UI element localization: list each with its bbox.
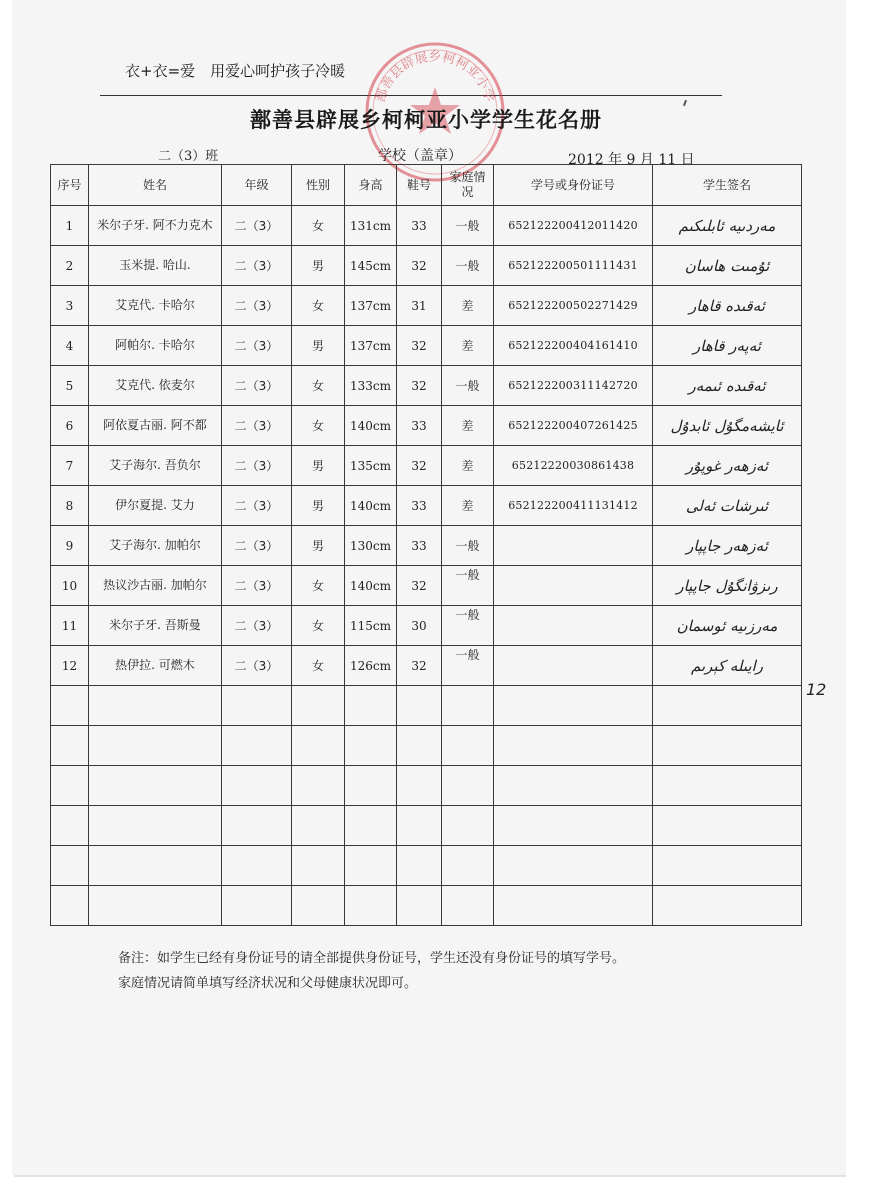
empty-cell [292,686,345,726]
cell-height: 115cm [345,606,397,646]
empty-cell [89,766,222,806]
cell-height: 130cm [345,526,397,566]
cell-height: 135cm [345,446,397,486]
col-header-family: 家庭情况 [442,165,494,206]
col-header-grade: 年级 [222,165,292,206]
scan-margin [846,0,873,1200]
cell-family: 一般 [442,206,494,246]
cell-shoe: 32 [397,566,442,606]
empty-cell [51,686,89,726]
cell-gender: 女 [292,366,345,406]
cell-gender: 女 [292,206,345,246]
col-header-id: 学号或身份证号 [494,165,653,206]
col-header-signature: 学生签名 [653,165,802,206]
cell-grade: 二（3） [222,486,292,526]
cell-signature: ئەزھەر غوپۇر [653,446,802,486]
cell-id-number: 652122200407261425 [494,406,653,446]
empty-cell [222,886,292,926]
empty-cell [89,886,222,926]
cell-signature: ئەپەر قاھار [653,326,802,366]
empty-cell [292,806,345,846]
cell-name: 艾克代. 依麦尔 [89,366,222,406]
empty-table-row [51,886,802,926]
table-row [51,286,802,326]
cell-family: 一般 [442,246,494,286]
empty-cell [345,806,397,846]
cell-family: 差 [442,326,494,366]
empty-cell [653,766,802,806]
cell-signature: ئايشەمگۇل ئابدۇل [653,406,802,446]
cell-name: 米尔子牙. 阿不力克木 [89,206,222,246]
cell-family: 一般 [442,646,494,686]
cell-name: 艾克代. 卡哈尔 [89,286,222,326]
cell-gender: 女 [292,406,345,446]
empty-cell [222,686,292,726]
empty-table-row [51,846,802,886]
col-header-shoe: 鞋号 [397,165,442,206]
cell-signature: ئۇمىت ھاسان [653,246,802,286]
cell-signature: رايىلە كېرىم [653,646,802,686]
col-header-gender: 性别 [292,165,345,206]
cell-signature: مەرزىيە ئوسمان [653,606,802,646]
empty-cell [222,726,292,766]
cell-grade: 二（3） [222,366,292,406]
empty-cell [292,886,345,926]
empty-cell [89,686,222,726]
cell-family: 差 [442,406,494,446]
empty-cell [653,726,802,766]
cell-id-number: 652122200412011420 [494,206,653,246]
table-row [51,206,802,246]
empty-cell [494,846,653,886]
cell-id-number: 652122200501111431 [494,246,653,286]
col-header-no: 序号 [51,165,89,206]
cell-family: 一般 [442,606,494,646]
cell-grade: 二（3） [222,446,292,486]
cell-name: 玉米提. 哈山. [89,246,222,286]
cell-signature: ئەزھەر جاپپار [653,526,802,566]
cell-id-number: 652122200411131412 [494,486,653,526]
cell-family: 一般 [442,566,494,606]
cell-gender: 男 [292,486,345,526]
table-row [51,326,802,366]
cell-no: 12 [51,646,89,686]
cell-no: 6 [51,406,89,446]
empty-cell [494,686,653,726]
cell-no: 5 [51,366,89,406]
margin-note: 12 [806,680,827,699]
empty-cell [397,806,442,846]
cell-shoe: 32 [397,326,442,366]
cell-signature: ئىرشات ئەلى [653,486,802,526]
cell-shoe: 33 [397,406,442,446]
cell-shoe: 33 [397,486,442,526]
empty-cell [292,846,345,886]
cell-grade: 二（3） [222,326,292,366]
cell-height: 131cm [345,206,397,246]
cell-name: 艾子海尔. 吾负尔 [89,446,222,486]
empty-cell [494,806,653,846]
table-row [51,366,802,406]
empty-cell [397,726,442,766]
cell-no: 7 [51,446,89,486]
col-header-height: 身高 [345,165,397,206]
table-row [51,486,802,526]
empty-cell [222,806,292,846]
cell-shoe: 30 [397,606,442,646]
student-roster-table [50,164,802,926]
roster-body [51,206,802,926]
footnote-line-2: 家庭情况请简单填写经济状况和父母健康状况即可。 [118,976,418,991]
cell-no: 11 [51,606,89,646]
empty-cell [292,726,345,766]
cell-name: 阿依夏古丽. 阿不都 [89,406,222,446]
cell-grade: 二（3） [222,566,292,606]
cell-name: 伊尔夏提. 艾力 [89,486,222,526]
empty-cell [51,806,89,846]
empty-cell [222,846,292,886]
cell-family: 差 [442,446,494,486]
cell-height: 140cm [345,566,397,606]
cell-gender: 男 [292,446,345,486]
table-row [51,566,802,606]
empty-cell [653,886,802,926]
cell-height: 137cm [345,326,397,366]
empty-cell [51,766,89,806]
cell-shoe: 32 [397,646,442,686]
empty-cell [292,766,345,806]
cell-signature: ئەقىدە ئىمەر [653,366,802,406]
seal-text: 鄯善县辟展乡柯柯亚小学 [373,49,497,105]
empty-cell [345,766,397,806]
empty-cell [442,726,494,766]
cell-grade: 二（3） [222,526,292,566]
table-row [51,526,802,566]
cell-shoe: 33 [397,526,442,566]
table-row [51,446,802,486]
cell-shoe: 33 [397,206,442,246]
header-slogan: 衣+衣=爱 用爱心呵护孩子冷暖 [125,62,346,80]
empty-cell [51,886,89,926]
cell-grade: 二（3） [222,406,292,446]
cell-id-number: 652122200404161410 [494,326,653,366]
empty-cell [653,806,802,846]
cell-grade: 二（3） [222,646,292,686]
table-row [51,246,802,286]
cell-no: 3 [51,286,89,326]
empty-cell [397,846,442,886]
empty-cell [653,846,802,886]
cell-grade: 二（3） [222,246,292,286]
table-row [51,646,802,686]
cell-id-number [494,606,653,646]
cell-shoe: 32 [397,246,442,286]
date-label: 2012 年 9 月 11 日 [568,152,695,168]
cell-height: 126cm [345,646,397,686]
table-row [51,606,802,646]
empty-cell [345,846,397,886]
cell-gender: 女 [292,606,345,646]
cell-gender: 男 [292,246,345,286]
cell-grade: 二（3） [222,206,292,246]
cell-name: 热议沙古丽. 加帕尔 [89,566,222,606]
empty-table-row [51,686,802,726]
cell-gender: 男 [292,526,345,566]
empty-table-row [51,726,802,766]
empty-cell [89,726,222,766]
empty-cell [51,726,89,766]
cell-shoe: 32 [397,366,442,406]
empty-cell [345,686,397,726]
empty-cell [89,846,222,886]
cell-id-number [494,526,653,566]
empty-cell [442,886,494,926]
empty-cell [442,686,494,726]
col-header-name: 姓名 [89,165,222,206]
cell-signature: رىزۋانگۇل جاپپار [653,566,802,606]
cell-height: 145cm [345,246,397,286]
footnote-line-1: 备注：如学生已经有身份证号的请全部提供身份证号，学生还没有身份证号的填写学号。 [118,951,626,966]
empty-cell [397,766,442,806]
cell-name: 热伊拉. 可燃木 [89,646,222,686]
empty-table-row [51,806,802,846]
cell-name: 阿帕尔. 卡哈尔 [89,326,222,366]
table-header-row [51,165,802,206]
cell-id-number [494,646,653,686]
empty-cell [442,806,494,846]
cell-height: 133cm [345,366,397,406]
empty-cell [442,846,494,886]
cell-signature: مەردىيە ئابلىكىم [653,206,802,246]
cell-height: 140cm [345,406,397,446]
cell-family: 差 [442,486,494,526]
cell-shoe: 32 [397,446,442,486]
cell-gender: 女 [292,646,345,686]
empty-cell [89,806,222,846]
cell-grade: 二（3） [222,286,292,326]
school-seal-label: 学校（盖章） [378,148,462,164]
cell-family: 差 [442,286,494,326]
cell-id-number: 65212220030861438 [494,446,653,486]
empty-cell [345,726,397,766]
cell-id-number [494,566,653,606]
empty-table-row [51,766,802,806]
cell-name: 米尔子牙. 吾斯曼 [89,606,222,646]
empty-cell [494,886,653,926]
table-row [51,406,802,446]
empty-cell [442,766,494,806]
cell-no: 4 [51,326,89,366]
cell-id-number: 652122200311142720 [494,366,653,406]
page-title: 鄯善县辟展乡柯柯亚小学学生花名册 [250,108,602,132]
empty-cell [51,846,89,886]
cell-height: 137cm [345,286,397,326]
cell-grade: 二（3） [222,606,292,646]
empty-cell [222,766,292,806]
cell-no: 10 [51,566,89,606]
class-label: 二（3）班 [158,149,219,164]
cell-height: 140cm [345,486,397,526]
cell-signature: ئەقىدە قاھار [653,286,802,326]
empty-cell [494,766,653,806]
cell-gender: 男 [292,326,345,366]
cell-no: 1 [51,206,89,246]
cell-no: 2 [51,246,89,286]
empty-cell [397,686,442,726]
empty-cell [494,726,653,766]
cell-family: 一般 [442,526,494,566]
cell-shoe: 31 [397,286,442,326]
cell-no: 8 [51,486,89,526]
cell-gender: 女 [292,566,345,606]
empty-cell [653,686,802,726]
empty-cell [345,886,397,926]
cell-name: 艾子海尔. 加帕尔 [89,526,222,566]
cell-family: 一般 [442,366,494,406]
empty-cell [397,886,442,926]
cell-id-number: 652122200502271429 [494,286,653,326]
cell-gender: 女 [292,286,345,326]
cell-no: 9 [51,526,89,566]
